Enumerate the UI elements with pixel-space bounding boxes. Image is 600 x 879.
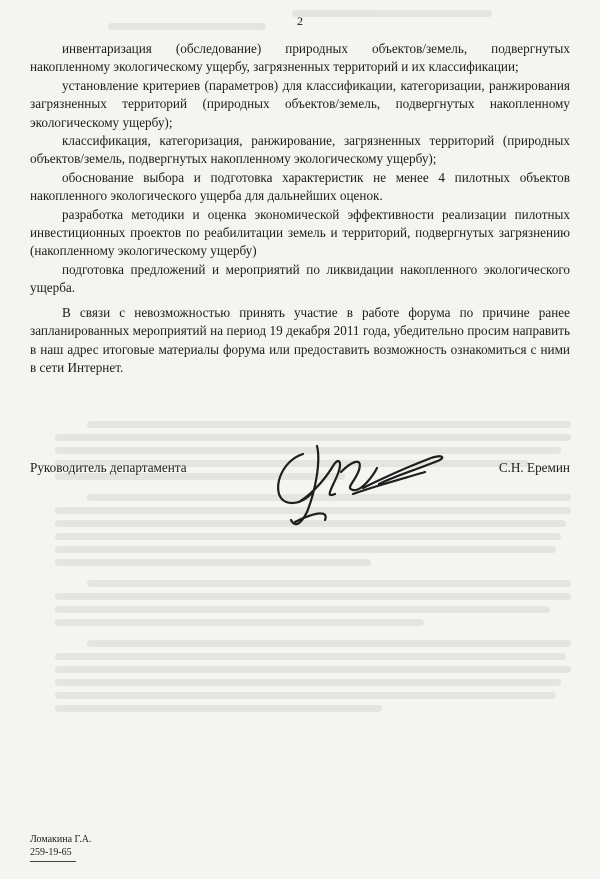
letter-body	[30, 40, 570, 377]
executor-info	[30, 833, 91, 859]
list-item: подготовка предложений и мероприятий по ликвидации накопленного экологического ущерба.	[30, 261, 570, 296]
list-item: обоснование выбора и подготовка характеристик не менее 4 пилотных объектов накопленного экологического ущерба для дальнейших оценок.	[30, 169, 570, 204]
request-paragraph: В связи с невозможностью принять участие в работе форума по причине ранее запланированных мероприятий на период 19 декабря 2011 года, убедительно просим направить в наш адрес итоговые материалы форума или предоставить возможность ознакомиться с ними в сети Интернет.	[30, 304, 570, 375]
handwritten-signature	[255, 432, 455, 542]
list-item: разработка методики и оценка экономической эффективности реализации пилотных инвестиционных проектов по реабилитации земель и территорий, подвергнутых загрязнению (накопленному экологическому ущербу)	[30, 206, 570, 259]
page-number: 2	[297, 14, 303, 28]
list-item: установление критериев (параметров) для классификации, категоризации, ранжирования загрязненных территорий (природных объектов/земель, подвергнутых накопленному экологическому ущербу);	[30, 77, 570, 130]
executor-name: Ломакина Г.А.	[30, 834, 92, 845]
list-item: инвентаризация (обследование) природных объектов/земель, подвергнутых накопленному экологическому ущербу, загрязненных территорий и их классификации;	[30, 41, 570, 75]
executor-phone: 259-19-65	[30, 847, 72, 858]
signatory-name: С.Н. Еремин	[498, 460, 570, 475]
signatory-position: Руководитель департамента	[30, 460, 187, 475]
footer-underline	[30, 861, 76, 862]
list-item: классификация, категоризация, ранжирование, загрязненных территорий (природных объектов/земель, подвергнутых накопленному экологическому ущербу);	[30, 133, 570, 167]
